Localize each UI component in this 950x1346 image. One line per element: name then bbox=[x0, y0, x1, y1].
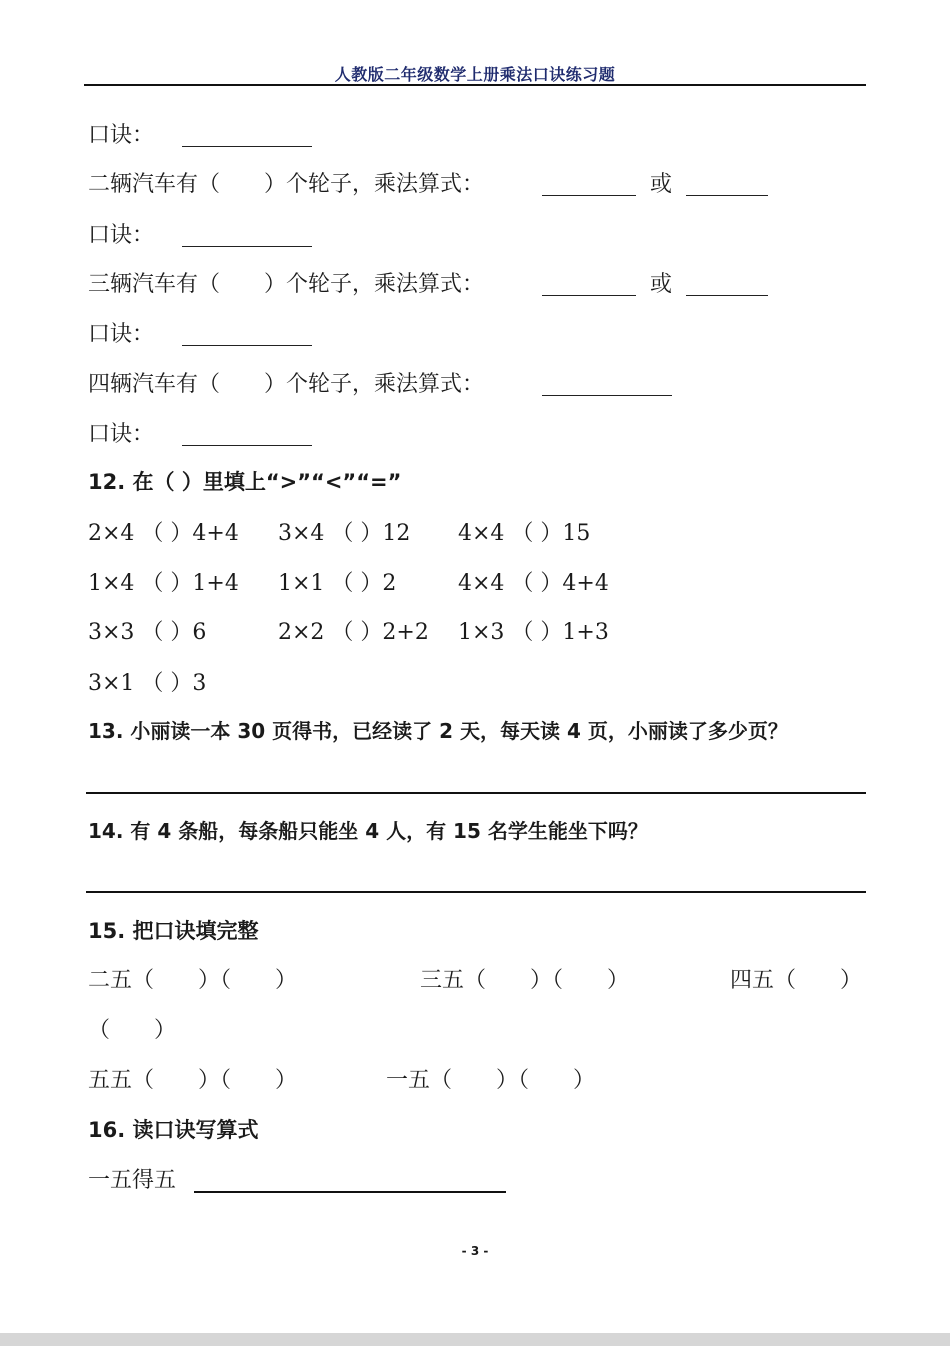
rhyme-item[interactable]: 三五（ ）（ ） bbox=[420, 968, 630, 993]
answer-blank[interactable] bbox=[194, 1191, 506, 1193]
answer-blank[interactable] bbox=[182, 146, 312, 147]
compare-item[interactable]: 3×3 （ ）6 bbox=[88, 620, 207, 645]
answer-blank[interactable] bbox=[182, 345, 312, 346]
question-15-title: 15. 把口诀填完整 bbox=[88, 919, 259, 943]
answer-blank[interactable] bbox=[182, 445, 312, 446]
answer-line[interactable] bbox=[86, 891, 866, 893]
rhyme-item[interactable]: 四五（ ） bbox=[730, 968, 863, 993]
page-header-title: 人教版二年级数学上册乘法口诀练习题 bbox=[334, 65, 616, 84]
compare-item[interactable]: 1×1 （ ）2 bbox=[278, 571, 397, 596]
question-14-title: 14. 有 4 条船，每条船只能坐 4 人，有 15 名学生能坐下吗？ bbox=[88, 819, 648, 843]
koujue-label: 口诀： bbox=[88, 322, 155, 347]
page-bottom-bar bbox=[0, 1333, 950, 1346]
compare-item[interactable]: 2×4 （ ）4+4 bbox=[88, 521, 239, 546]
car-question-2: 二辆汽车有（ ）个轮子，乘法算式： bbox=[88, 172, 485, 197]
koujue-label: 口诀： bbox=[88, 422, 155, 447]
compare-item[interactable]: 4×4 （ ）4+4 bbox=[458, 571, 609, 596]
answer-blank[interactable] bbox=[542, 195, 636, 196]
car-question-4: 四辆汽车有（ ）个轮子，乘法算式： bbox=[88, 372, 485, 397]
compare-item[interactable]: 1×3 （ ）1+3 bbox=[458, 620, 609, 645]
question-16-title: 16. 读口诀写算式 bbox=[88, 1118, 259, 1142]
compare-item[interactable]: 1×4 （ ）1+4 bbox=[88, 571, 239, 596]
answer-blank[interactable] bbox=[182, 246, 312, 247]
compare-item[interactable]: 2×2 （ ）2+2 bbox=[278, 620, 429, 645]
car-question-3: 三辆汽车有（ ）个轮子，乘法算式： bbox=[88, 272, 485, 297]
rhyme-item[interactable]: （ ） bbox=[88, 1018, 177, 1043]
koujue-label: 口诀： bbox=[88, 123, 155, 148]
or-label: 或 bbox=[650, 272, 673, 297]
rhyme-prompt: 一五得五 bbox=[88, 1168, 177, 1193]
answer-blank[interactable] bbox=[542, 395, 672, 396]
or-label: 或 bbox=[650, 172, 673, 197]
rhyme-item[interactable]: 五五（ ）（ ） bbox=[88, 1068, 298, 1093]
rhyme-item[interactable]: 二五（ ）（ ） bbox=[88, 968, 298, 993]
rhyme-item[interactable]: 一五（ ）（ ） bbox=[386, 1068, 596, 1093]
answer-blank[interactable] bbox=[542, 295, 636, 296]
question-12-title: 12. 在（ ）里填上“>”“<”“=” bbox=[88, 470, 402, 494]
header-rule bbox=[84, 84, 866, 86]
answer-blank[interactable] bbox=[686, 295, 768, 296]
compare-item[interactable]: 3×1 （ ）3 bbox=[88, 671, 207, 696]
compare-item[interactable]: 3×4 （ ）12 bbox=[278, 521, 411, 546]
koujue-label: 口诀： bbox=[88, 223, 155, 248]
compare-item[interactable]: 4×4 （ ）15 bbox=[458, 521, 591, 546]
answer-blank[interactable] bbox=[686, 195, 768, 196]
question-13-title: 13. 小丽读一本 30 页得书，已经读了 2 天，每天读 4 页，小丽读了多少页？ bbox=[88, 719, 788, 743]
page-number: - 3 - bbox=[461, 1244, 489, 1258]
answer-line[interactable] bbox=[86, 792, 866, 794]
